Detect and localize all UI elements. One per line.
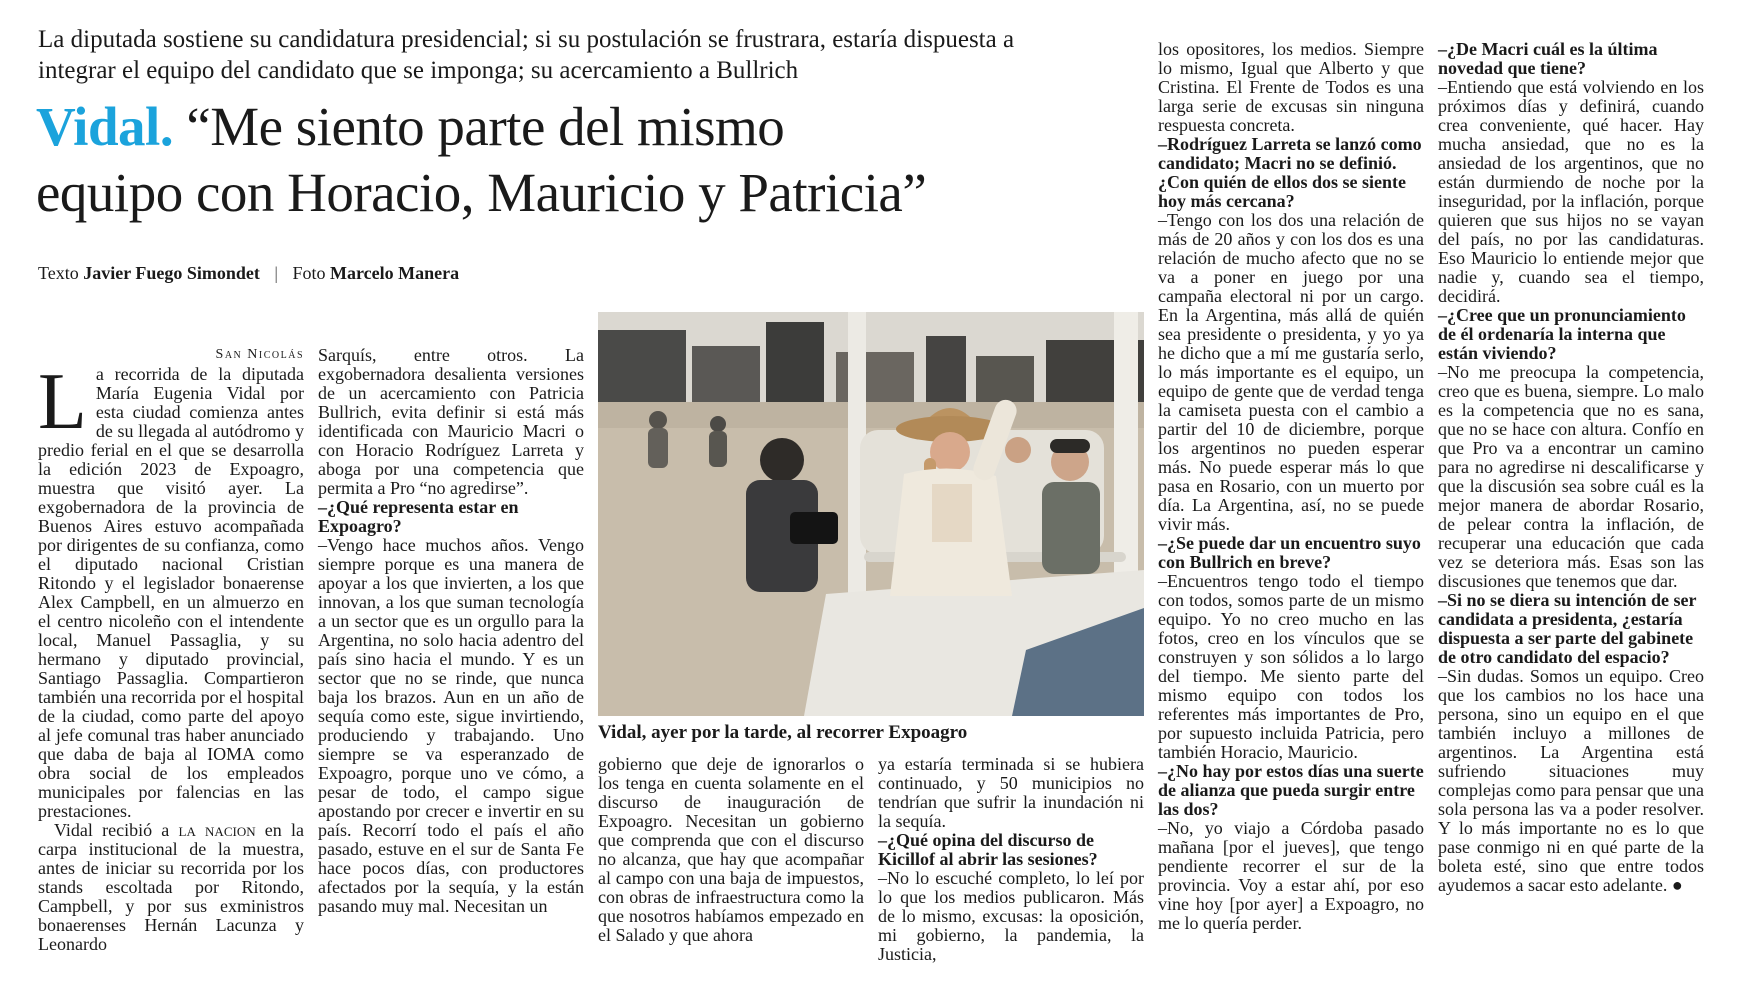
headline-quote-line2: equipo con Horacio, Mauricio y Patricia” (36, 162, 927, 223)
article-column-3a (598, 755, 864, 945)
photographer-name: Marcelo Manera (330, 263, 460, 283)
interview-question: –¿De Macri cuál es la última novedad que tiene? (1438, 39, 1658, 78)
headline-line-1 (36, 94, 1161, 160)
article-paragraph: Vidal recibió a la nacion en la carpa institucional de la muestra, antes de iniciar su recorrida por los stands escoltada por Ritondo, Campbell, y por sus exministros bonaerenses Hernán Lacunza y Leonardo (38, 820, 304, 954)
byline-photo-label: Foto (292, 263, 326, 283)
article-column-3b (878, 755, 1144, 964)
article-paragraph: –Vengo hace muchos años. Vengo siempre porque es una manera de apoyar a los que invierten, a los que innovan, a los que suman tecnología a un sector que es un orgullo para la Argentina, no solo hacia adentro del país sino hacia el mundo. Y es un sector que no se rinde, que nunca baja los brazos. Aun en un año de sequía como este, sigue invirtiendo, produciendo y trabajando. Uno siempre se va esperanzado de Expoagro, porque uno ve cómo, a pesar de todo, el campo sigue apostando por crecer e invertir en su país. Recorrí todo el país el año pasado, estuve en el sur de Santa Fe hace pocos días, con productores afectados por la sequía, y la están pasando muy mal. Necesitan un (318, 535, 584, 916)
article-column-4 (1158, 40, 1424, 933)
interview-question: –Rodríguez Larreta se lanzó como candidato; Macri no se definió. ¿Con quién de ellos dos se siente hoy más cercana? (1158, 134, 1422, 211)
drop-cap: L (38, 358, 87, 446)
article-paragraph: –No, yo viajo a Córdoba pasado mañana [por el jueves], que tengo pendiente recorrer el sur de la provincia. Voy a estar ahí, por eso vine hoy [por ayer] a Expoagro, no me lo quería perder. (1158, 818, 1424, 933)
article-paragraph: ya estaría terminada si se hubiera continuado, y 50 municipios no tendrían que sufrir la inundación ni la sequía. (878, 754, 1144, 831)
headline-quote-line1: “Me siento parte del mismo (186, 96, 785, 157)
photo-caption: Vidal, ayer por la tarde, al recorrer Expoagro (598, 722, 968, 743)
article-column-1 (38, 346, 304, 954)
article-paragraph: Sarquís, entre otros. La exgobernadora desalienta versiones de un acercamiento con Patricia Bullrich, evita definir si está más identificada con Mauricio Macri o con Horacio Rodríguez Larreta y aboga por una competencia que permita a Pro “no agredirse”. (318, 345, 584, 498)
photo-illustration (598, 312, 1144, 716)
article-paragraph: –No lo escuché completo, lo leí por lo que los medios publicaron. Más de lo mismo, excusas: la oposición, mi gobierno, la pandemia, la Justicia, (878, 868, 1144, 964)
interview-question: –¿Qué opina del discurso de Kicillof al abrir las sesiones? (878, 830, 1098, 869)
interview-question: –¿No hay por estos días una suerte de alianza que pueda surgir entre las dos? (1158, 761, 1424, 819)
article-column-5 (1438, 40, 1704, 895)
article-paragraph: –Tengo con los dos una relación de más de 20 años y con los dos es una relación de mucho afecto que no se va a poner en juego por una campaña electoral ni por un cargo. En la Argentina, más allá de quién sea presidente o presidenta, y yo ya he dicho que a mí me gustaría serlo, lo más importante es el equipo, un equipo de gente que de verdad tenga la camiseta puesta con el cambio a partir del 10 de diciembre, porque los argentinos no pueden esperar más. No puede esperar más lo que pasa en Rosario, con un muerto por día. La Argentina, así, no se puede vivir más. (1158, 210, 1424, 534)
article-photo (598, 312, 1144, 716)
byline-separator: | (274, 263, 279, 283)
author-name: Javier Fuego Simondet (83, 263, 260, 283)
article-paragraph: La recorrida de la diputada María Eugenia Vidal por esta ciudad comienza antes de su llegada al autódromo y predio ferial en el que se desarrolla la edición 2023 de Expoagro, muestra que visitó ayer. La exgobernadora de la provincia de Buenos Aires estuvo acompañada por dirigentes de su confianza, como el diputado nacional Cristian Ritondo y el legislador bonaerense Alex Campbell, en un almuerzo en el centro nicoleño con el intendente local, Manuel Passaglia, y su hermano y diputado provincial, Santiago Passaglia. Compartieron también una recorrida por el hospital de la ciudad, como parte del apoyo al jefe comunal tras haber anunciado que daba de baja al IOMA como obra social de los empleados municipales por falencias en las prestaciones. (38, 358, 304, 821)
article-paragraph: –No me preocupa la competencia, creo que es buena, siempre. Lo malo es la competencia que no es sana, que no se hace con altura. Confío en que Pro va a encontrar un camino para no agredirse ni descalificarse y que la discusión sea sobre cuál es la mejor manera de abordar Rosario, de pelear contra la inflación, de recuperar una educación que cada vez se deteriora más. Esas son las discusiones que tenemos que dar. (1438, 362, 1704, 591)
byline-text-label: Texto (38, 263, 79, 283)
article-paragraph: –Entiendo que está volviendo en los próximos días y definirá, cuando crea conveniente, qué hacer. Hay mucha ansiedad, que no es la ansiedad de los argentinos, que no están durmiendo de noche por la inseguridad, por la inflación, porque quieren que sus hijos no se vayan del país, no por las candidaturas. Eso Mauricio lo entiende mejor que nadie y, cuando sea el tiempo, decidirá. (1438, 77, 1704, 306)
interview-question: –¿Cree que un pronunciamiento de él ordenaría la interna que están viviendo? (1438, 305, 1686, 363)
lead-paragraph: La diputada sostiene su candidatura presidencial; si su postulación se frustrara, estaría dispuesta a integrar el equipo del candidato que se imponga; su acercamiento a Bullrich (38, 26, 1015, 84)
article-paragraph: los opositores, los medios. Siempre lo mismo, Igual que Alberto y que Cristina. El Frente de Todos es una larga serie de excusas sin ninguna respuesta concreta. (1158, 39, 1424, 135)
headline (36, 94, 1161, 226)
article-paragraph: gobierno que deje de ignorarlos o los tenga en cuenta solamente en el discurso de inauguración de Expoagro. Necesitan un gobierno que comprenda que con el discurso no alcanza, que hay que acompañar al campo con una baja de impuestos, con obras de infraestructura como la que nosotros habíamos empezado en el Salado y que ahora (598, 754, 864, 945)
article-column-2 (318, 346, 584, 916)
interview-question: –¿Se puede dar un encuentro suyo con Bullrich en breve? (1158, 533, 1421, 572)
byline (38, 262, 459, 284)
interview-question: –Si no se diera su intención de ser candidata a presidenta, ¿estaría dispuesta a ser parte del gabinete de otro candidato del espacio? (1438, 590, 1697, 667)
article-paragraph: –Sin dudas. Somos un equipo. Creo que los cambios no los hace una persona, sino un equipo en el que también incluyo a millones de argentinos. La Argentina está sufriendo situaciones muy complejas como para pensar que una sola persona las va a poder resolver. Y lo más importante no es lo que pase conmigo ni en qué parte de la boleta esté, sino que entre todos ayudemos a sacar esto adelante. ● (1438, 666, 1704, 895)
headline-kicker: Vidal. (36, 96, 174, 157)
interview-question: –¿Qué representa estar en Expoagro? (318, 497, 519, 536)
article-paragraph: –Encuentros tengo todo el tiempo con todos, somos parte de un mismo equipo. Yo no creo mucho en las fotos, creo en los vínculos que se construyen y son sólidos a lo largo del tiempo. Me siento parte del mismo equipo con todos los referentes más importantes de Pro, por supuesto incluida Patricia, pero también Horacio, Mauricio. (1158, 571, 1424, 762)
dateline: San Nicolás (215, 347, 304, 362)
